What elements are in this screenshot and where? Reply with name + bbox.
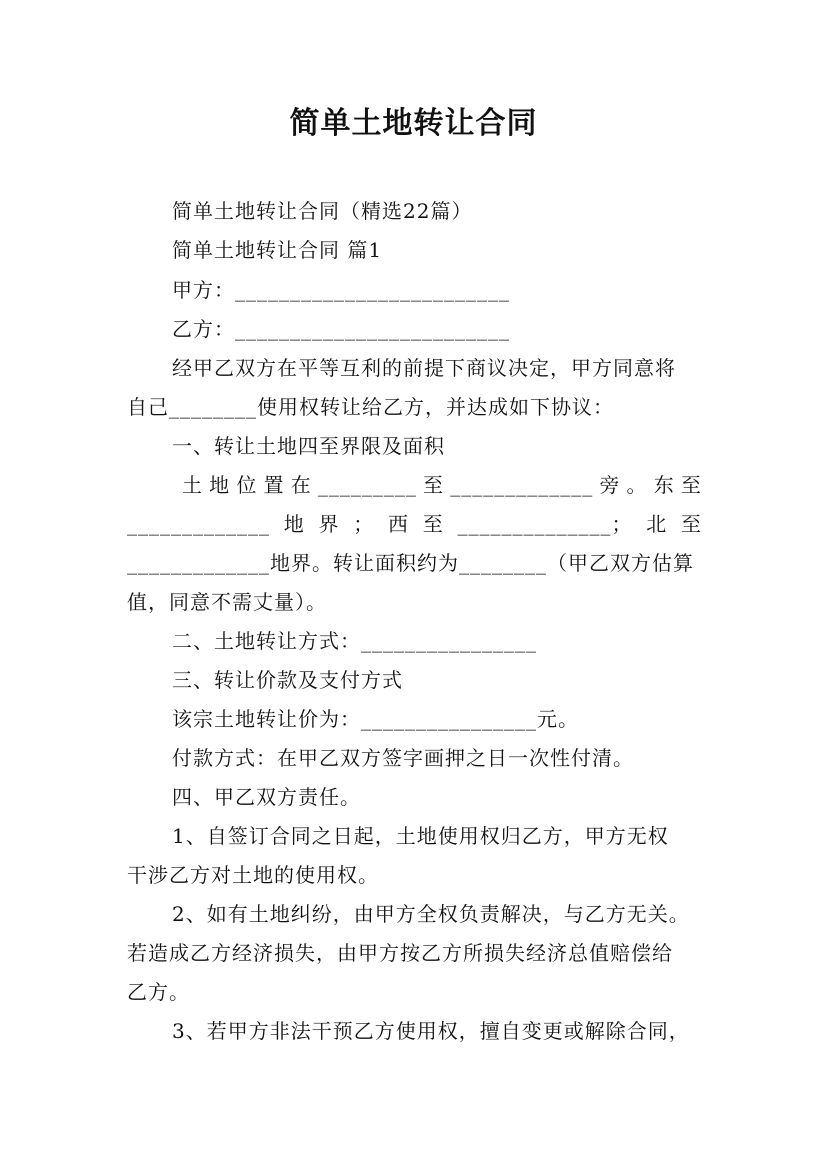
text-fragment: _________ (317, 473, 417, 497)
paragraph-line: 经甲乙双方在平等互利的前提下商议决定，甲方同意将 (172, 356, 676, 380)
text-fragment: ______________； (457, 512, 633, 536)
document-title: 简单土地转让合同 (289, 106, 538, 141)
clause-heading: 三、转让价款及支付方式 (172, 668, 403, 692)
paragraph-line: 若造成乙方经济损失，由甲方按乙方所损失经济总值赔偿给 (127, 941, 673, 965)
paragraph-line: 该宗土地转让价为：________________元。 (172, 707, 579, 731)
clause-heading: 一、转让土地四至界限及面积 (172, 434, 445, 458)
text-fragment: 至 (423, 473, 445, 497)
text-fragment: 地 (283, 512, 305, 536)
text-fragment: _____________ (127, 512, 270, 536)
clause-heading: 二、土地转让方式：________________ (172, 629, 537, 653)
paragraph-line: 干涉乙方对土地的使用权。 (127, 863, 379, 887)
text-fragment: 西 (388, 512, 409, 536)
text-fragment: 东 (653, 473, 675, 497)
text-fragment: _____________ (450, 473, 594, 497)
text-fragment: 在 (290, 473, 312, 497)
paragraph-line: 自己________使用权转让给乙方，并达成如下协议： (127, 395, 614, 419)
justified-line (182, 466, 702, 504)
party-b-line: 乙方：_________________________ (172, 317, 510, 341)
paragraph-line: 付款方式：在甲乙双方签字画押之日一次性付清。 (172, 746, 634, 770)
text-fragment: 至 (422, 512, 444, 536)
paragraph-line: 3、若甲方非法干预乙方使用权，擅自变更或解除合同， (172, 1019, 690, 1043)
text-fragment: ； (353, 512, 375, 536)
text-fragment: 至 (680, 473, 702, 497)
subtitle-line: 简单土地转让合同（精选22篇） (172, 199, 473, 223)
text-fragment: 。 (626, 473, 648, 497)
text-fragment: 至 (681, 512, 702, 536)
text-fragment: 地 (209, 473, 231, 497)
party-a-line: 甲方：_________________________ (172, 278, 510, 302)
paragraph-line: 2、如有土地纠纷，由甲方全权负责解决，与乙方无关。 (172, 902, 690, 926)
paragraph-line: 乙方。 (127, 980, 190, 1004)
clause-heading: 四、甲乙双方责任。 (172, 785, 361, 809)
text-fragment: 界 (318, 512, 340, 536)
paragraph-line: _____________地界。转让面积约为________（甲乙双方估算 (127, 551, 694, 575)
text-fragment: 旁 (599, 473, 621, 497)
section-heading: 简单土地转让合同 篇1 (172, 238, 383, 262)
paragraph-line: 1、自签订合同之日起，土地使用权归乙方，甲方无权 (172, 824, 669, 848)
paragraph-line: 值，同意不需丈量）。 (127, 590, 327, 614)
text-fragment: 北 (646, 512, 668, 536)
text-fragment: 置 (263, 473, 285, 497)
justified-line (127, 505, 702, 543)
text-fragment: 位 (236, 473, 258, 497)
text-fragment: 土 (182, 473, 203, 497)
